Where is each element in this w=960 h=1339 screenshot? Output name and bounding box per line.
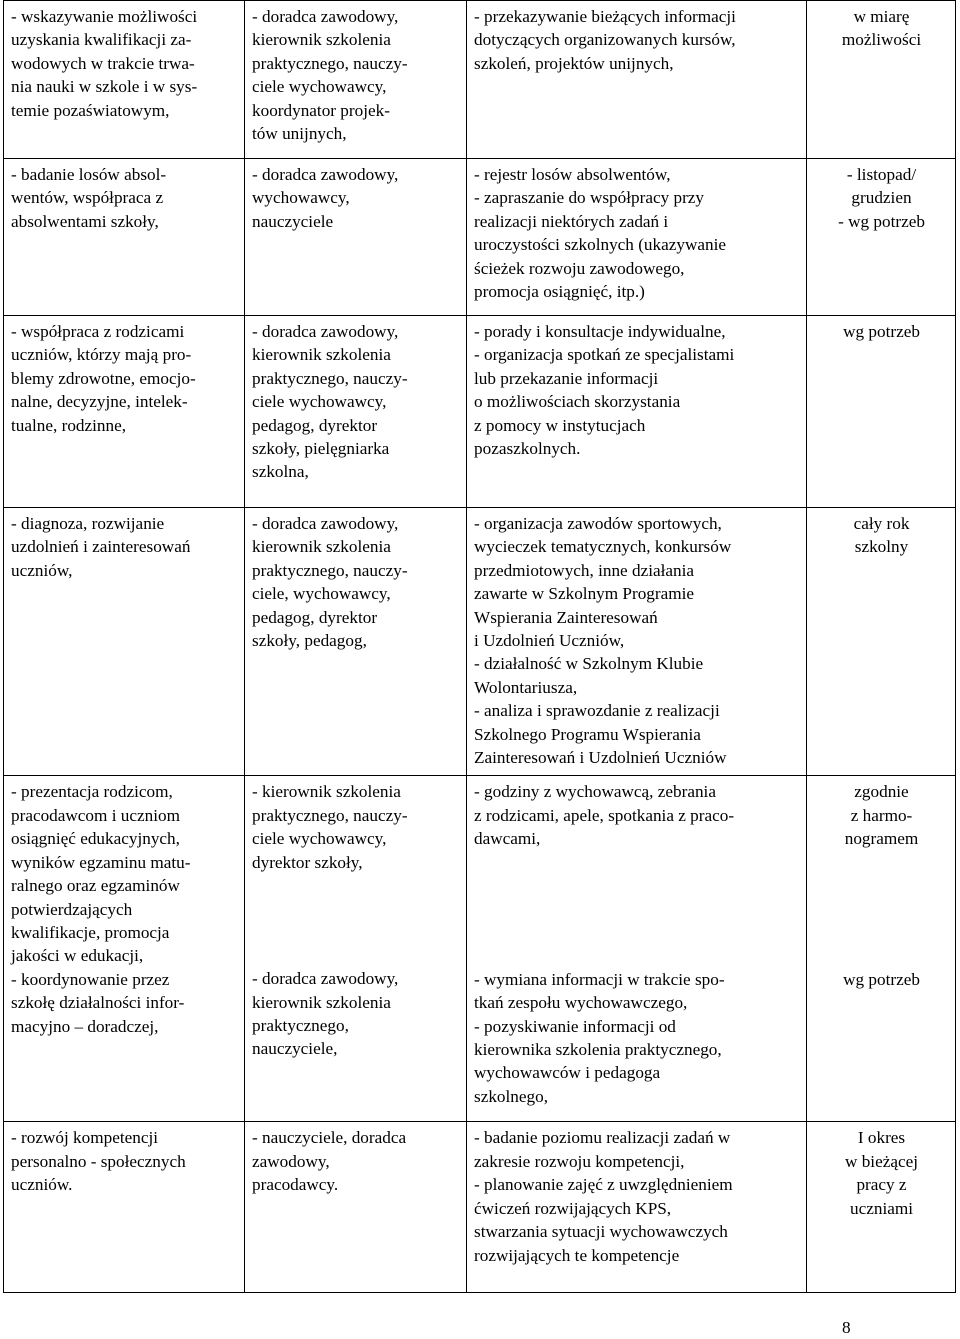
text-line: szkolny [854, 537, 909, 557]
text-line: - listopad/ [846, 165, 917, 184]
responsible-block-a [252, 780, 460, 874]
text-line: - organizacja zawodów sportowych, [474, 514, 722, 533]
text-line: pedagog, dyrektor [252, 607, 378, 627]
text-line: uroczystości szkolnych (ukazywanie [474, 235, 726, 255]
text-line: uczniami [850, 1198, 913, 1218]
text-line: uczniów. [11, 1175, 73, 1195]
task-cell [4, 316, 245, 508]
text-line: nauczyciele, [252, 1039, 338, 1059]
text-line: pedagog, dyrektor [252, 415, 378, 435]
spacer [814, 851, 949, 968]
text-line: - badanie losów absol- [11, 165, 167, 184]
text-line: Zainteresowań i Uzdolnień Uczniów [474, 748, 727, 768]
text-line: - zapraszanie do współpracy przy [474, 188, 705, 208]
spacer [474, 851, 800, 968]
task-cell [4, 508, 245, 776]
text-line: - doradca zawodowy, [252, 514, 399, 533]
text-line: cały rok [853, 514, 910, 533]
methods-cell [467, 1122, 807, 1293]
text-line: dawcami, [474, 829, 541, 849]
text-line: I okres [857, 1128, 906, 1148]
text-line: - godziny z wychowawcą, zebrania [474, 782, 716, 802]
text-line: zgodnie [854, 782, 909, 802]
text-line: - przekazywanie bieżących informacji [474, 7, 736, 26]
text-line: wentów, współpraca z [11, 188, 164, 208]
text-line: - kierownik szkolenia [252, 782, 401, 802]
text-line: praktycznego, [252, 1015, 349, 1035]
text-line: uczniów, którzy mają pro- [11, 345, 192, 365]
text-line: praktycznego, nauczy- [252, 560, 408, 580]
text-line: kierownik szkolenia [252, 537, 391, 557]
text-line: blemy zdrowotne, emocjo- [11, 368, 196, 388]
text-line: tów unijnych, [252, 124, 347, 144]
text-line: z harmo- [850, 805, 913, 825]
text-line: i Uzdolnień Uczniów, [474, 631, 625, 651]
text-line: grudzien [851, 188, 912, 208]
text-line: - wg potrzeb [838, 211, 925, 231]
text-line: - doradca zawodowy, [252, 969, 399, 989]
text-line: - wymiana informacji w trakcie spo- [474, 969, 725, 989]
text-line: zawodowy, [252, 1151, 330, 1171]
text-line: ścieżek rozwoju zawodowego, [474, 258, 685, 278]
text-line: absolwentami szkoły, [11, 211, 159, 231]
text-line: przedmiotowych, inne działania [474, 560, 695, 580]
text-line: - planowanie zajęć z uwzględnieniem [474, 1175, 733, 1195]
deadline-cell [807, 316, 956, 508]
text-line: uzyskania kwalifikacji za- [11, 30, 192, 50]
deadline-cell [807, 1122, 956, 1293]
text-line: szkołę działalności infor- [11, 993, 185, 1013]
text-line: - prezentacja rodzicom, [11, 782, 173, 802]
text-line: praktycznego, nauczy- [252, 368, 408, 388]
deadline-cell [807, 508, 956, 776]
text-line: stwarzania sytuacji wychowawczych [474, 1222, 728, 1242]
methods-cell [467, 1, 807, 159]
text-line: - działalność w Szkolnym Klubie [474, 654, 704, 674]
text-line: - analiza i sprawozdanie z realizacji [474, 701, 720, 721]
text-line: kierownik szkolenia [252, 992, 391, 1012]
text-line: z rodzicami, apele, spotkania z praco- [474, 805, 735, 825]
text-line: - doradca zawodowy, [252, 165, 399, 184]
text-line: tualne, rodzinne, [11, 415, 127, 435]
text-line: dyrektor szkoły, [252, 852, 363, 872]
text-line: personalno - społecznych [11, 1151, 186, 1171]
task-cell [4, 776, 245, 1122]
text-line: zawarte w Szkolnym Programie [474, 584, 695, 604]
text-line: o możliwościach skorzystania [474, 392, 681, 412]
text-line: Szkolnego Programu Wspierania [474, 724, 701, 744]
text-line: - rejestr losów absolwentów, [474, 165, 671, 184]
text-line: tkań zespołu wychowawczego, [474, 993, 688, 1013]
responsible-cell [245, 776, 467, 1122]
table-row [4, 776, 956, 1122]
methods-block-a [474, 780, 800, 850]
text-line: kierownik szkolenia [252, 30, 391, 50]
text-line: szkoły, pielęgniarka [252, 439, 390, 459]
text-line: wodowych w trakcie trwa- [11, 53, 195, 73]
task-cell [4, 1, 245, 159]
text-line: - pozyskiwanie informacji od [474, 1016, 676, 1036]
table-row [4, 1122, 956, 1293]
text-line: praktycznego, nauczy- [252, 805, 408, 825]
text-line: - doradca zawodowy, [252, 322, 399, 341]
text-line: w miarę [853, 7, 910, 26]
text-line: kierownik szkolenia [252, 345, 391, 365]
responsible-cell [245, 159, 467, 316]
deadline-cell [807, 159, 956, 316]
text-line: nalne, decyzyjne, intelek- [11, 392, 188, 412]
text-line: ćwiczeń rozwijających KPS, [474, 1198, 672, 1218]
deadline-block-b [814, 968, 949, 991]
text-line: - współpraca z rodzicami [11, 322, 185, 341]
text-line: nia nauki w szkole i w sys- [11, 77, 198, 97]
text-line: osiągnięć edukacyjnych, [11, 829, 180, 849]
task-cell [4, 159, 245, 316]
text-line: szkolna, [252, 462, 309, 482]
text-line: - badanie poziomu realizacji zadań w [474, 1128, 731, 1148]
text-line: kwalifikacje, promocja [11, 922, 170, 942]
responsible-cell [245, 1, 467, 159]
deadline-cell [807, 1, 956, 159]
text-line: kierownika szkolenia praktycznego, [474, 1039, 722, 1059]
text-line: realizacji niektórych zadań i [474, 211, 669, 231]
text-line: Wolontariusza, [474, 677, 578, 697]
text-line: pracy z [856, 1175, 907, 1195]
table-row [4, 508, 956, 776]
text-line: - rozwój kompetencji [11, 1128, 159, 1148]
task-cell [4, 1122, 245, 1293]
text-line: szkolnego, [474, 1086, 548, 1106]
text-line: ciele wychowawcy, [252, 392, 387, 412]
text-line: - porady i konsultacje indywidualne, [474, 322, 726, 341]
responsible-cell [245, 508, 467, 776]
text-line: temie pozaświatowym, [11, 100, 170, 120]
text-line: nogramem [844, 829, 919, 849]
responsible-cell [245, 316, 467, 508]
text-line: uzdolnień i zainteresowań [11, 537, 191, 557]
text-line: w bieżącej [845, 1151, 918, 1171]
text-line: - nauczyciele, doradca [252, 1128, 407, 1148]
text-line: pracodawcom i uczniom [11, 805, 180, 825]
text-line: - organizacja spotkań ze specjalistami [474, 345, 735, 365]
methods-cell [467, 159, 807, 316]
text-line: ciele wychowawcy, [252, 77, 387, 97]
table-row [4, 1, 956, 159]
methods-cell [467, 508, 807, 776]
plan-table [3, 0, 956, 1293]
text-line: uczniów, [11, 560, 73, 580]
text-line: wg potrzeb [843, 969, 920, 989]
methods-block-b [474, 968, 800, 1108]
text-line: rozwijających te kompetencje [474, 1245, 680, 1265]
text-line: wyników egzaminu matu- [11, 852, 191, 872]
text-line: Wspierania Zainteresowań [474, 607, 658, 627]
text-line: potwierdzających [11, 899, 133, 919]
text-line: - wskazywanie możliwości [11, 7, 198, 26]
text-line: wychowawcy, [252, 188, 350, 208]
methods-cell [467, 316, 807, 508]
text-line: pozaszkolnych. [474, 439, 581, 459]
text-line: możliwości [841, 30, 922, 50]
text-line: - koordynowanie przez [11, 969, 170, 989]
text-line: - doradca zawodowy, [252, 7, 399, 26]
text-line: macyjno – doradczej, [11, 1016, 159, 1036]
text-line: praktycznego, nauczy- [252, 53, 408, 73]
responsible-block-b [252, 967, 460, 1061]
page-number: 8 [842, 1318, 851, 1337]
methods-cell [467, 776, 807, 1122]
text-line: pracodawcy. [252, 1175, 339, 1195]
text-line: ciele, wychowawcy, [252, 584, 391, 604]
text-line: - diagnoza, rozwijanie [11, 514, 165, 533]
text-line: lub przekazanie informacji [474, 368, 659, 388]
table-row [4, 159, 956, 316]
text-line: promocja osiągnięć, itp.) [474, 282, 645, 302]
text-line: koordynator projek- [252, 100, 390, 120]
text-line: z pomocy w instytucjach [474, 415, 646, 435]
text-line: jakości w edukacji, [11, 946, 144, 966]
text-line: wycieczek tematycznych, konkursów [474, 537, 732, 557]
deadline-block-a [814, 780, 949, 850]
text-line: dotyczących organizowanych kursów, [474, 30, 736, 50]
text-line: ciele wychowawcy, [252, 829, 387, 849]
responsible-cell [245, 1122, 467, 1293]
table-row [4, 316, 956, 508]
text-line: ralnego oraz egzaminów [11, 876, 180, 896]
text-line: wychowawców i pedagoga [474, 1063, 661, 1083]
text-line: wg potrzeb [843, 322, 920, 341]
text-line: nauczyciele [252, 211, 334, 231]
deadline-cell [807, 776, 956, 1122]
text-line: szkoleń, projektów unijnych, [474, 53, 674, 73]
spacer [252, 874, 460, 967]
text-line: szkoły, pedagog, [252, 631, 367, 651]
text-line: zakresie rozwoju kompetencji, [474, 1151, 685, 1171]
